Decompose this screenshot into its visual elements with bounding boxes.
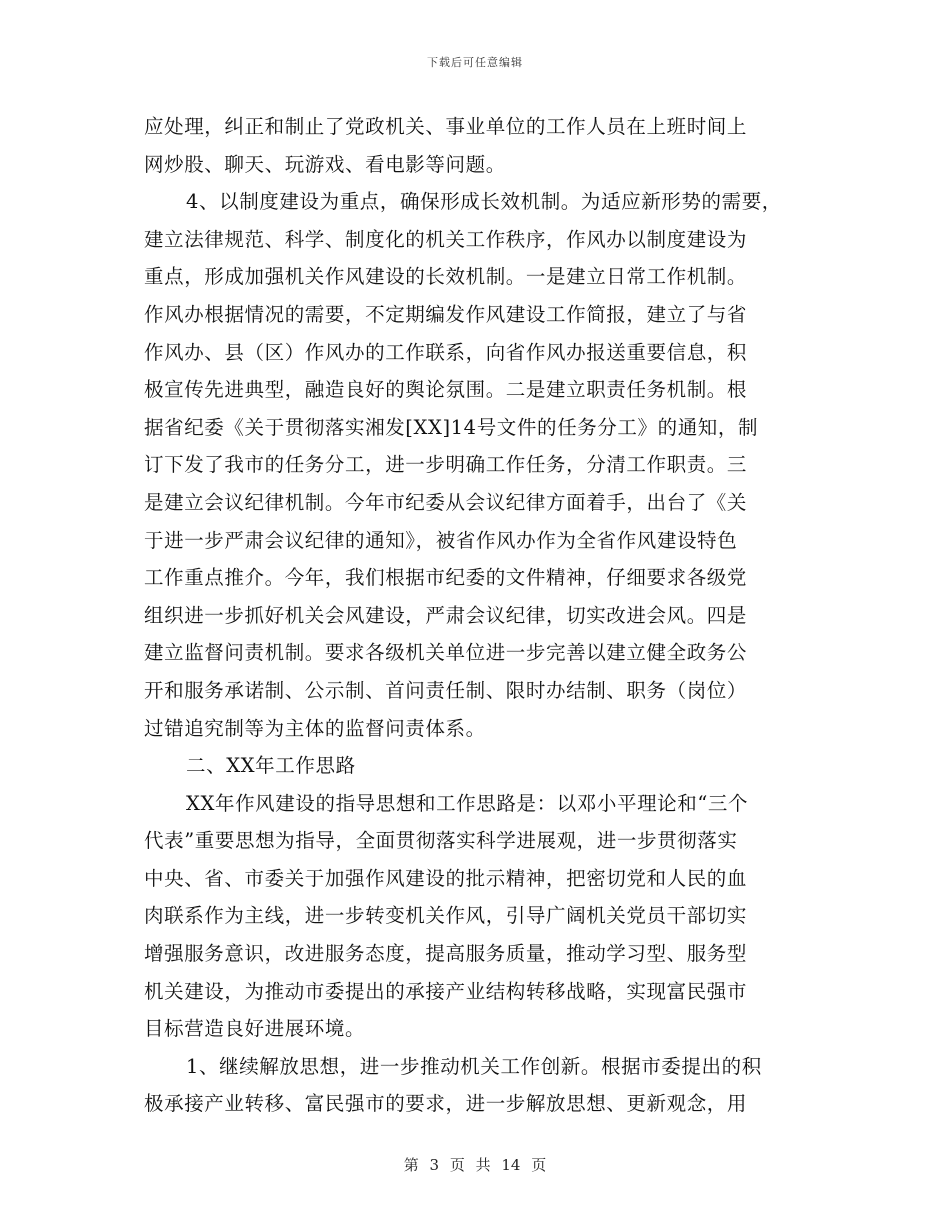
- text-line: 开和服务承诺制、公示制、首问责任制、限时办结制、职务（岗位）: [144, 678, 748, 702]
- text-line: 二、XX年工作思路: [186, 754, 356, 778]
- text-line: 代表”重要思想为指导，全面贯彻落实科学进展观，进一步贯彻落实: [144, 829, 738, 853]
- page-header: 下载后可任意编辑: [427, 56, 523, 69]
- text-line: 据省纪委《关于贯彻落实湘发[XX]14号文件的任务分工》的通知，制: [144, 415, 759, 439]
- text-line: 建立法律规范、科学、制度化的机关工作秩序，作风办以制度建设为: [144, 227, 748, 251]
- text-line: 增强服务意识，改进服务态度，提高服务质量，推动学习型、服务型: [144, 942, 748, 966]
- text-line: 目标营造良好进展环境。: [144, 1017, 366, 1041]
- text-line: 建立监督问责机制。要求各级机关单位进一步完善以建立健全政务公: [144, 641, 748, 665]
- text-line: 作风办、县（区）作风办的工作联系，向省作风办报送重要信息，积: [144, 340, 748, 364]
- text-line: 极宣传先进典型，融造良好的舆论氛围。二是建立职责任务机制。根: [144, 378, 748, 402]
- document-body: [144, 108, 824, 1123]
- text-line: 工作重点推介。今年，我们根据市纪委的文件精神，仔细要求各级党: [144, 566, 748, 590]
- text-line: 极承接产业转移、富民强市的要求，进一步解放思想、更新观念，用: [144, 1092, 748, 1116]
- text-line: 重点，形成加强机关作风建设的长效机制。一是建立日常工作机制。: [144, 265, 748, 289]
- text-line: 机关建设，为推动市委提出的承接产业结构转移战略，实现富民强市: [144, 979, 748, 1003]
- text-line: 4、以制度建设为重点，确保形成长效机制。为适应新形势的需要，: [186, 190, 782, 214]
- text-line: 过错追究制等为主体的监督问责体系。: [144, 716, 486, 740]
- page-number-footer: 第 3 页 共 14 页: [403, 1156, 547, 1174]
- text-line: 中央、省、市委关于加强作风建设的批示精神，把密切党和人民的血: [144, 866, 748, 890]
- text-line: 组织进一步抓好机关会风建设，严肃会议纪律，切实改进会风。四是: [144, 603, 748, 627]
- text-line: 订下发了我市的任务分工，进一步明确工作任务，分清工作职责。三: [144, 453, 748, 477]
- text-line: XX年作风建设的指导思想和工作思路是：以邓小平理论和“三个: [186, 791, 749, 815]
- text-line: 网炒股、聊天、玩游戏、看电影等问题。: [144, 152, 506, 176]
- text-line: 作风办根据情况的需要，不定期编发作风建设工作简报，建立了与省: [144, 302, 748, 326]
- text-line: 于进一步严肃会议纪律的通知》，被省作风办作为全省作风建设特色: [144, 528, 738, 552]
- text-line: 是建立会议纪律机制。今年市纪委从会议纪律方面着手，出台了《关: [144, 490, 748, 514]
- text-line: 肉联系作为主线，进一步转变机关作风，引导广阔机关党员干部切实: [144, 904, 748, 928]
- text-line: 应处理，纠正和制止了党政机关、事业单位的工作人员在上班时间上: [144, 115, 748, 138]
- text-line: 1、继续解放思想，进一步推动机关工作创新。根据市委提出的积: [186, 1054, 762, 1078]
